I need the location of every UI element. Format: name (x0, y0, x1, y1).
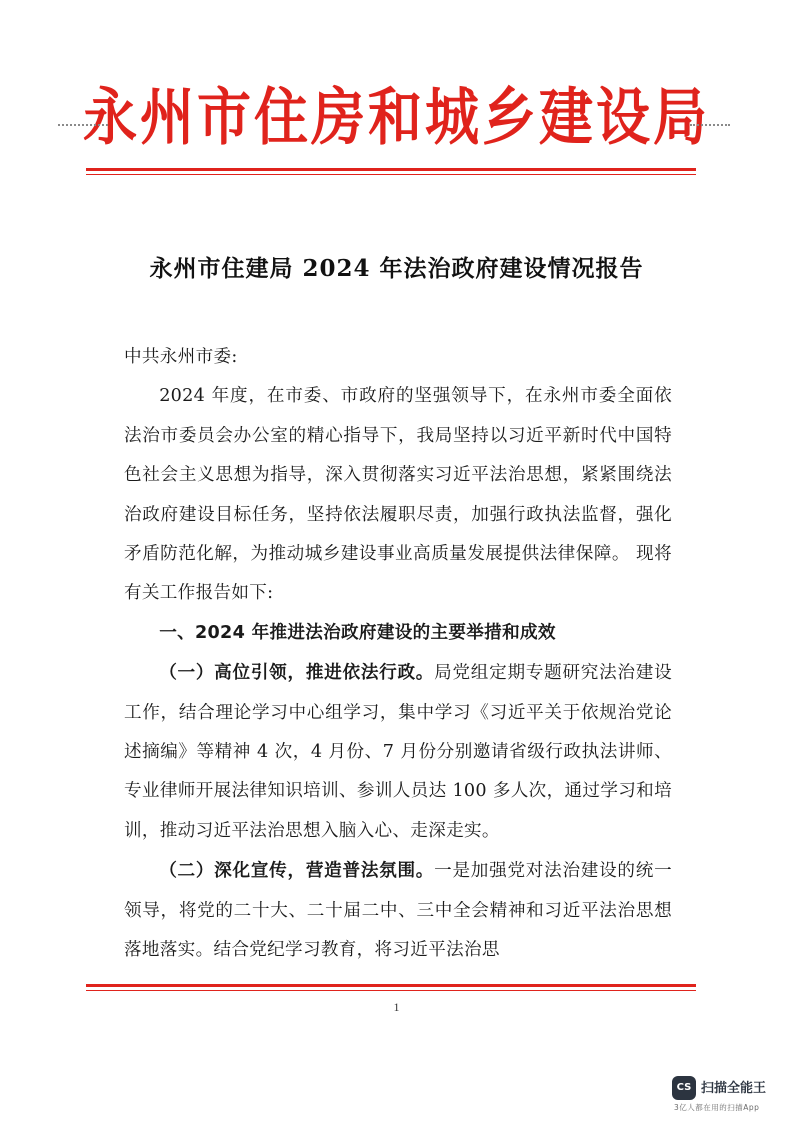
scanner-watermark (672, 1074, 784, 1114)
paragraph-item-2 (124, 851, 672, 970)
footer-rule-thin (86, 990, 696, 991)
item-2-body: 一是加强党对法治建设的统一领导，将党的二十大、二十届二中、三中全会精神和习近平法治思想落地落实。结合党纪学习教育，将习近平法治思 (124, 861, 672, 961)
scanner-logo-icon: CS (672, 1076, 696, 1100)
item-1-lead: （一）高位引领，推进依法行政。 (159, 662, 435, 684)
scan-artifact-right (690, 124, 730, 128)
scanner-tagline: 3亿人都在用的扫描App (674, 1103, 760, 1112)
page-number: 1 (393, 1000, 400, 1014)
document-title: 永州市住建局 2024 年法治政府建设情况报告 (149, 255, 644, 282)
scanner-app-name: 扫描全能王 (701, 1081, 767, 1096)
intro-paragraph: 2024 年度，在市委、市政府的坚强领导下，在永州市委全面依法治市委员会办公室的精心指导下，我局坚持以习近平新时代中国特色社会主义思想为指导，深入贯彻落实习近平法治思想，紧紧围绕法治政府建设目标任务，坚持依法履职尽责，加强行政执法监督，强化矛盾防范化解，为推动城乡建设事业高质量发展提供法律保障。 现将有关工作报告如下: (124, 386, 672, 604)
letterhead (0, 78, 793, 158)
letterhead-rule-thick (86, 168, 696, 171)
footer-rule-thick (86, 984, 696, 987)
item-2-lead: （二）深化宣传，营造普法氛围。 (159, 860, 435, 882)
scan-artifact-left (58, 124, 108, 128)
document-body (124, 338, 672, 971)
letterhead-org-name: 永州市住房和城乡建设局 (83, 81, 710, 154)
section-heading-1: 一、2024 年推进法治政府建设的主要举措和成效 (159, 622, 556, 643)
salutation: 中共永州市委: (124, 347, 238, 367)
paragraph-item-1 (124, 653, 672, 851)
item-1-body: 局党组定期专题研究法治建设工作，结合理论学习中心组学习，集中学习《习近平关于依规治党论述摘编》等精神 4 次，4 月份、7 月份分别邀请省级行政执法讲师、专业律师开展法律知识培训、参训人员达 100 多人次，通过学习和培训，推动习近平法治思想入脑入心、走深走实。 (124, 663, 672, 841)
letterhead-rule-thin (86, 174, 696, 175)
